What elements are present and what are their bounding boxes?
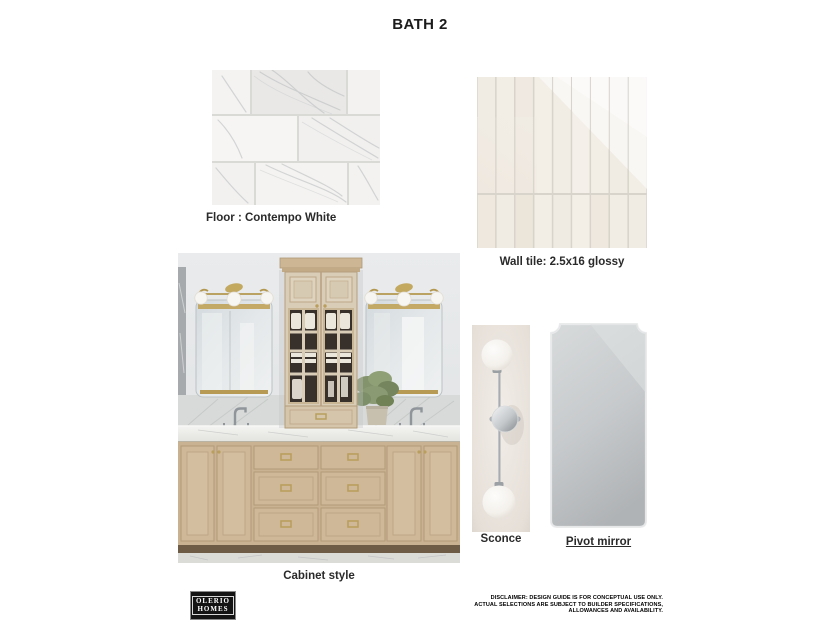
wall-tile-image [477, 77, 647, 248]
disclaimer-line-1: DISCLAIMER: DESIGN GUIDE IS FOR CONCEPTUAL USE ONLY. [490, 595, 663, 601]
builder-logo [190, 591, 236, 620]
lower-cabinets [178, 442, 460, 545]
builder-logo-frame [192, 596, 234, 615]
pivot-mirror-graphic [550, 323, 647, 528]
toe-kick [178, 545, 460, 553]
cabinet-style-label: Cabinet style [283, 570, 355, 582]
disclaimer-line-3: ALLOWANCES AND AVAILABILITY. [568, 608, 663, 615]
floor-tile-image [212, 70, 380, 205]
disclaimer-line-2: ACTUAL SELECTIONS ARE SUBJECT TO BUILDER SPECIFICATIONS, [474, 601, 663, 608]
page-title: BATH 2 [392, 16, 448, 33]
vanity-graphic [178, 253, 460, 563]
left-mirror [196, 300, 272, 397]
wall-tile-label: Wall tile: 2.5x16 glossy [499, 256, 625, 268]
disclaimer [443, 595, 663, 615]
tall-center-cabinet [279, 258, 363, 428]
sconce-label: Sconce [480, 533, 522, 545]
marble-tile-graphic [212, 70, 380, 205]
pivot-mirror-image [550, 323, 647, 528]
logo-line-1: OLERIO [195, 597, 230, 605]
cabinet-style-photo [178, 253, 460, 563]
vertical-tile-graphic [477, 77, 647, 248]
sconce-image [472, 325, 530, 532]
marble-floor [178, 553, 460, 563]
sconce-graphic [472, 325, 530, 532]
floor-tile-label: Floor : Contempo White [206, 212, 337, 224]
logo-line-2: HOMES [197, 604, 229, 613]
pivot-mirror-label: Pivot mirror [565, 536, 632, 548]
